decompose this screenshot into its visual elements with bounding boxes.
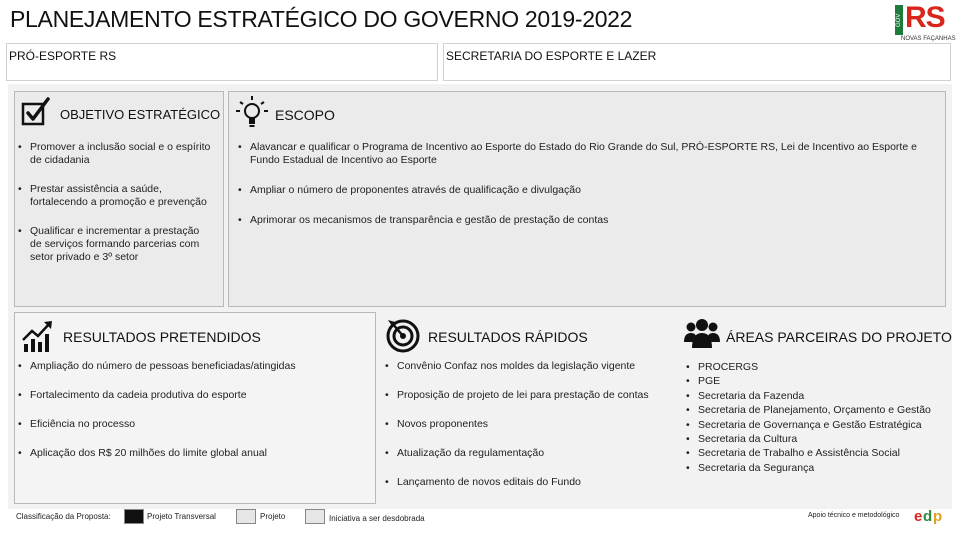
legend-label-transversal: Projeto Transversal [147, 512, 216, 521]
lightbulb-icon [234, 94, 270, 132]
project-name-box [6, 43, 438, 81]
secretariat-box [443, 43, 951, 81]
svg-text:d: d [923, 508, 933, 525]
escopo-list [236, 141, 938, 227]
list-item: • PROCERGS [684, 360, 936, 374]
list-item: • Convênio Confaz nos moldes da legislação vigente [383, 360, 673, 373]
list-item: • Alavancar e qualificar o Programa de Incentivo ao Esporte do Estado do Rio Grande do Sul, PRÓ-ESPORTE RS, Lei de Incentivo ao Esporte e Fundo Estadual de Incentivo ao Esporte [236, 141, 938, 167]
areas-parceiras-title: ÁREAS PARCEIRAS DO PROJETO [726, 329, 952, 345]
list-item: • Proposição de projeto de lei para prestação de contas [383, 389, 673, 402]
secretariat-name: SECRETARIA DO ESPORTE E LAZER [446, 49, 657, 63]
classificacao-label: Classificação da Proposta: [16, 512, 111, 521]
resultados-rapidos-list [383, 360, 673, 489]
svg-text:p: p [933, 508, 943, 525]
list-item: • Promover a inclusão social e o espírito de cidadania [16, 141, 212, 167]
list-item: • Ampliar o número de proponentes através de qualificação e divulgação [236, 184, 938, 197]
legend-label-iniciativa: Iniciativa a ser desdobrada [329, 514, 425, 523]
list-item: • Secretaria da Segurança [684, 461, 936, 475]
objetivo-list [16, 141, 212, 264]
growth-chart-icon [20, 318, 56, 354]
list-item: • Novos proponentes [383, 418, 673, 431]
legend-swatch-projeto [236, 509, 256, 524]
logo-tagline: NOVAS FAÇANHAS [901, 36, 956, 42]
project-name: PRÓ-ESPORTE RS [9, 49, 117, 63]
list-item: • Secretaria de Planejamento, Orçamento e Gestão [684, 403, 936, 417]
target-icon [384, 316, 422, 354]
list-item: • Aprimorar os mecanismos de transparência e gestão de prestação de contas [236, 214, 938, 227]
list-item: • Atualização da regulamentação [383, 447, 673, 460]
areas-parceiras-list [684, 360, 936, 475]
apoio-label: Apoio técnico e metodológico [808, 512, 900, 519]
resultados-pretendidos-list [16, 360, 368, 460]
list-item: • Prestar assistência a saúde, fortalecendo a promoção e prevenção [16, 183, 212, 209]
list-item: • Lançamento de novos editais do Fundo [383, 476, 673, 489]
list-item: • Secretaria de Governança e Gestão Estratégica [684, 418, 936, 432]
legend-swatch-iniciativa [305, 509, 325, 524]
objetivo-title: OBJETIVO ESTRATÉGICO [60, 107, 221, 122]
svg-text:e: e [914, 508, 923, 525]
list-item: • Fortalecimento da cadeia produtiva do esporte [16, 389, 368, 402]
resultados-rapidos-title: RESULTADOS RÁPIDOS [428, 329, 588, 345]
people-group-icon [682, 318, 722, 350]
list-item: • Secretaria de Trabalho e Assistência Social [684, 446, 936, 460]
list-item: • Secretaria da Fazenda [684, 389, 936, 403]
list-item: • PGE [684, 374, 936, 388]
logo-gov-text: GOV [895, 5, 903, 35]
edp-logo [913, 504, 945, 528]
legend-label-projeto: Projeto [260, 512, 286, 521]
list-item: • Eficiência no processo [16, 418, 368, 431]
rs-government-logo [895, 1, 956, 44]
resultados-pretendidos-title: RESULTADOS PRETENDIDOS [63, 329, 261, 345]
page-title: PLANEJAMENTO ESTRATÉGICO DO GOVERNO 2019-2022 [10, 6, 633, 32]
list-item: • Ampliação do número de pessoas beneficiadas/atingidas [16, 360, 368, 373]
list-item: • Qualificar e incrementar a prestação de serviços formando parcerias com setor privado e 3º setor [16, 225, 212, 264]
escopo-title: ESCOPO [275, 107, 335, 123]
checkbox-check-icon [20, 96, 52, 128]
logo-rs-text: RS [905, 1, 945, 34]
legend-swatch-transversal [124, 509, 144, 524]
list-item: • Aplicação dos R$ 20 milhões do limite global anual [16, 447, 368, 460]
list-item: • Secretaria da Cultura [684, 432, 936, 446]
